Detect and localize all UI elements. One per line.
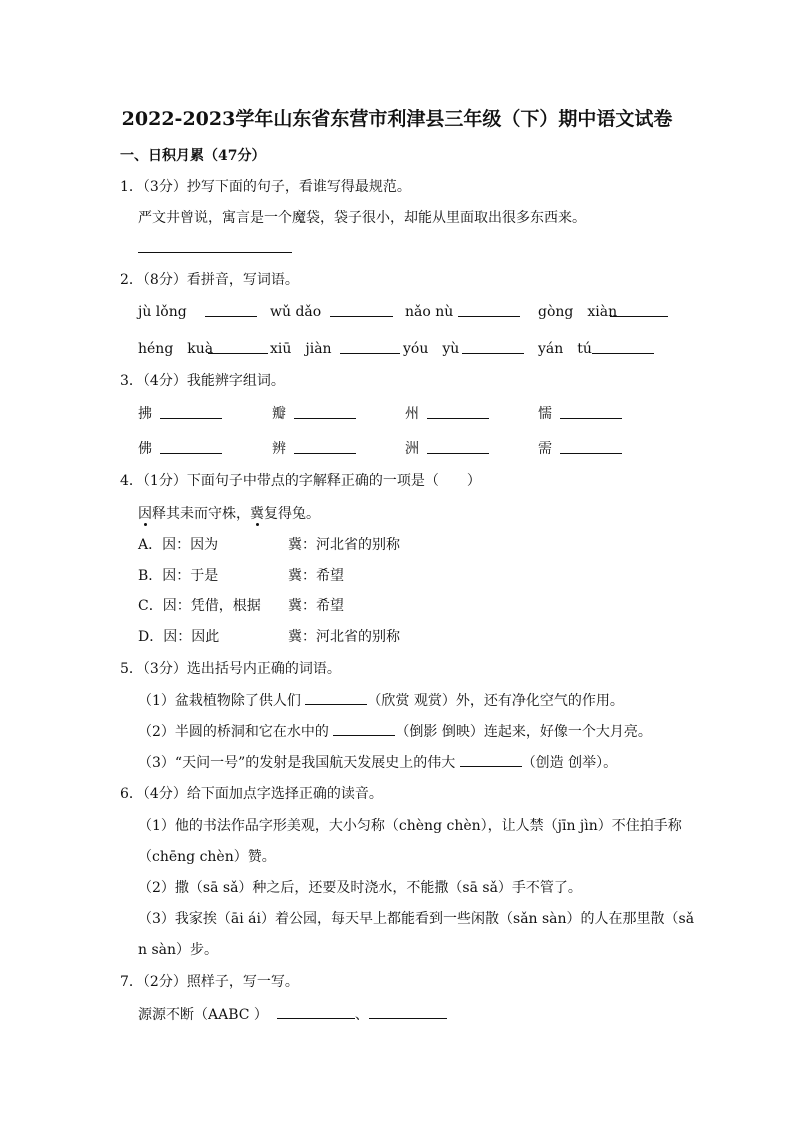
- sentence-text: 释其耒而守株，: [152, 506, 250, 522]
- question-6-line: （1）他的书法作品字形美观，大小匀称（chèng chèn），让人禁（jīn jìn）不住拍手称: [138, 818, 682, 834]
- question-6-line: n sàn）步。: [138, 942, 219, 958]
- question-7-stem: 7．（2分）照样子，写一写。: [120, 974, 299, 990]
- answer-blank[interactable]: [340, 339, 400, 360]
- item-text: （欣赏 观赏）外，还有净化空气的作用。: [367, 693, 624, 709]
- question-3-stem: 3．（4分）我能辨字组词。: [120, 373, 285, 389]
- char-text: 瓣: [272, 406, 286, 422]
- char-item: [538, 404, 552, 424]
- option-b-second: 冀：希望: [288, 568, 344, 584]
- char-text: 佛: [138, 441, 152, 457]
- answer-blank[interactable]: [427, 404, 489, 425]
- item-text: （创造 创举）。: [521, 755, 618, 771]
- question-5-item-3: [138, 752, 617, 773]
- item-text: （倒影 倒映）连起来，好像一个大月亮。: [395, 724, 652, 740]
- item-text: （2）半圆的桥洞和它在水中的: [138, 724, 329, 740]
- pinyin-item: [270, 339, 332, 359]
- pinyin-item: [138, 302, 187, 322]
- char-item: [272, 439, 286, 459]
- question-5-stem: 5．（3分）选出括号内正确的词语。: [120, 661, 341, 677]
- pinyin-text: héng kuà: [138, 341, 214, 357]
- answer-blank[interactable]: [294, 439, 356, 460]
- pinyin-text: gòng xiàn: [538, 304, 618, 320]
- item-text: （1）盆栽植物除了供人们: [138, 693, 301, 709]
- pinyin-text: wǔ dǎo: [270, 304, 322, 320]
- answer-blank[interactable]: [369, 1004, 447, 1019]
- question-6-line: （2）撒（sā sǎ）种之后，还要及时浇水，不能撒（sā sǎ）手不管了。: [138, 880, 582, 896]
- question-4-stem: 4．（1分）下面句子中带点的字解释正确的一项是（ ）: [120, 473, 481, 489]
- answer-blank[interactable]: [305, 690, 367, 705]
- answer-blank[interactable]: [460, 752, 522, 767]
- answer-blank[interactable]: [330, 302, 393, 323]
- question-1-sentence: 严文井曾说，寓言是一个魔袋，袋子很小，却能从里面取出很多东西来。: [138, 210, 586, 226]
- char-item: [405, 404, 419, 424]
- answer-blank[interactable]: [458, 302, 520, 323]
- char-text: 拂: [138, 406, 152, 422]
- char-text: 需: [538, 441, 552, 457]
- answer-blank[interactable]: [160, 404, 222, 425]
- char-text: 州: [405, 406, 419, 422]
- question-1-stem: 1．（3分）抄写下面的句子，看谁写得最规范。: [120, 179, 411, 195]
- dotted-char: 冀: [250, 506, 264, 522]
- char-item: [405, 439, 419, 459]
- option-d[interactable]: D．因：因此: [138, 629, 220, 645]
- page-title: 2022-2023学年山东省东营市利津县三年级（下）期中语文试卷: [121, 108, 673, 130]
- option-a-second: 冀：河北省的别称: [288, 537, 400, 553]
- pinyin-item: [403, 339, 459, 359]
- pinyin-text: yán tú: [538, 341, 592, 357]
- char-item: [138, 439, 152, 459]
- question-6-stem: 6．（4分）给下面加点字选择正确的读音。: [120, 786, 383, 802]
- question-6-line: （chēng chèn）赞。: [138, 849, 276, 865]
- section-heading: 一、日积月累（47分）: [120, 148, 266, 164]
- pinyin-item: [138, 339, 213, 359]
- option-b[interactable]: B．因：于是: [138, 568, 219, 584]
- char-item: [272, 404, 286, 424]
- answer-blank[interactable]: [277, 1004, 355, 1019]
- pinyin-item: [538, 302, 617, 322]
- question-6-line: （3）我家挨（āi ái）着公园，每天早上都能看到一些闲散（sǎn sàn）的人在那里散（sǎ: [138, 911, 695, 927]
- question-4-sentence: [138, 504, 320, 524]
- sentence-text: 复得兔。: [264, 506, 320, 522]
- separator: 、: [354, 1007, 369, 1023]
- answer-blank[interactable]: [560, 404, 622, 425]
- example-text: 源源不断（AABC ）: [138, 1007, 268, 1023]
- answer-blank[interactable]: [462, 339, 524, 360]
- option-d-second: 冀：河北省的别称: [288, 629, 400, 645]
- question-1-answer-line[interactable]: [138, 238, 292, 259]
- option-a[interactable]: A．因：因为: [138, 537, 219, 553]
- item-text: （3）“天问一号”的发射是我国航天发展史上的伟大: [138, 755, 456, 771]
- pinyin-item: [405, 302, 453, 322]
- question-5-item-1: [138, 690, 624, 711]
- question-2-stem: 2．（8分）看拼音，写词语。: [120, 272, 299, 288]
- char-text: 辨: [272, 441, 286, 457]
- pinyin-text: nǎo nù: [405, 304, 454, 320]
- pinyin-text: xiū jiàn: [270, 341, 332, 357]
- char-item: [138, 404, 152, 424]
- dotted-char: 因: [138, 506, 152, 522]
- answer-blank[interactable]: [560, 439, 622, 460]
- pinyin-item: [270, 302, 321, 322]
- answer-blank[interactable]: [333, 721, 395, 736]
- answer-blank[interactable]: [160, 439, 222, 460]
- option-c[interactable]: C．因：凭借，根据: [138, 598, 261, 614]
- pinyin-item: [538, 339, 592, 359]
- answer-blank[interactable]: [427, 439, 489, 460]
- option-c-second: 冀：希望: [288, 598, 344, 614]
- answer-blank[interactable]: [592, 339, 654, 360]
- answer-blank[interactable]: [610, 302, 668, 323]
- answer-blank[interactable]: [208, 339, 268, 360]
- answer-blank[interactable]: [205, 302, 257, 323]
- question-5-item-2: [138, 721, 652, 742]
- question-7-example: [138, 1004, 447, 1025]
- pinyin-text: jù lǒng: [138, 304, 187, 320]
- char-text: 懦: [538, 406, 552, 422]
- char-text: 洲: [405, 441, 419, 457]
- pinyin-text: yóu yù: [403, 341, 460, 357]
- char-item: [538, 439, 552, 459]
- answer-blank[interactable]: [294, 404, 356, 425]
